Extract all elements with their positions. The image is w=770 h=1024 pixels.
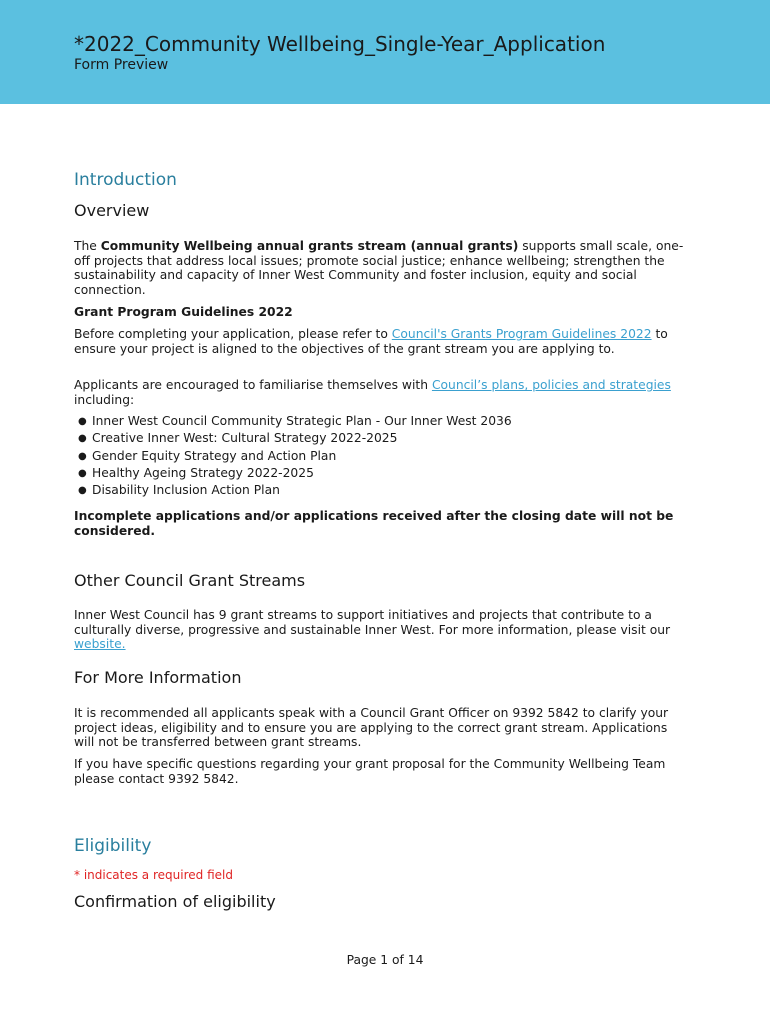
list-item: ● Healthy Ageing Strategy 2022-2025 xyxy=(74,465,684,482)
plans-paragraph xyxy=(74,378,684,407)
form-subtitle: Form Preview xyxy=(74,57,169,73)
overview-heading: Overview xyxy=(74,201,150,220)
list-item: ● Disability Inclusion Action Plan xyxy=(74,482,684,499)
bullet-icon: ● xyxy=(78,467,87,479)
list-item: ● Creative Inner West: Cultural Strategy 2022-2025 xyxy=(74,430,684,447)
list-item: ● Inner West Council Community Strategic Plan - Our Inner West 2036 xyxy=(74,413,684,430)
required-field-note: * indicates a required field xyxy=(74,868,233,882)
form-title: *2022_Community Wellbeing_Single-Year_Application xyxy=(74,32,606,56)
overview-paragraph xyxy=(74,239,684,297)
website-link[interactable]: website. xyxy=(74,637,126,652)
other-streams-heading: Other Council Grant Streams xyxy=(74,571,306,590)
other-streams-text: Inner West Council has 9 grant streams to support initiatives and projects that contribute to a culturally diverse, progressive and sustainable Inner West. For more information, please visit our xyxy=(74,608,671,637)
section-title-eligibility: Eligibility xyxy=(74,836,152,856)
plans-text-start: Applicants are encouraged to familiarise themselves with xyxy=(74,378,432,392)
overview-text-start: The xyxy=(74,239,101,253)
closing-date-warning: Incomplete applications and/or applications received after the closing date will not be considered. xyxy=(74,509,674,538)
more-info-heading: For More Information xyxy=(74,668,242,687)
overview-bold-text: Community Wellbeing annual grants stream (annual grants) xyxy=(100,239,519,253)
overview-text-end: supports small scale, one-off projects that address local issues; promote social justice; enhance wellbeing; strengthen the sustainability and capacity of Inner West Community and foster inclusion, equity and social connection. xyxy=(74,239,684,297)
guidelines-paragraph xyxy=(74,327,684,356)
more-info-paragraph-1: It is recommended all applicants speak with a Council Grant Officer on 9392 5842 to clarify your project ideas, eligibility and to ensure you are applying to the correct grant stream. Applications will not be transferred between grant streams. xyxy=(74,706,669,750)
other-streams-paragraph xyxy=(74,608,684,652)
guidelines-text-end: to ensure your project is aligned to the objectives of the grant stream you are applying to. xyxy=(74,327,668,356)
guidelines-link[interactable]: Council's Grants Program Guidelines 2022 xyxy=(391,327,652,341)
plans-text-end: including: xyxy=(74,392,135,407)
more-info-paragraph-2: If you have specific questions regarding your grant proposal for the Community Wellbeing Team please contact 9392 5842. xyxy=(74,757,666,786)
bullet-icon: ● xyxy=(78,450,87,462)
list-item: ● Gender Equity Strategy and Action Plan xyxy=(74,448,684,465)
bullet-icon: ● xyxy=(78,433,87,445)
form-header xyxy=(0,0,770,104)
plans-link[interactable]: Council’s plans, policies and strategies xyxy=(431,378,671,392)
guidelines-heading: Grant Program Guidelines 2022 xyxy=(74,305,293,319)
bullet-icon: ● xyxy=(78,416,87,427)
plans-list xyxy=(74,413,684,499)
eligibility-confirmation-heading: Confirmation of eligibility xyxy=(74,892,276,911)
bullet-icon: ● xyxy=(78,485,87,497)
page-number: Page 1 of 14 xyxy=(346,953,424,967)
section-title-introduction: Introduction xyxy=(74,170,177,190)
guidelines-text-start: Before completing your application, please refer to xyxy=(74,327,392,341)
